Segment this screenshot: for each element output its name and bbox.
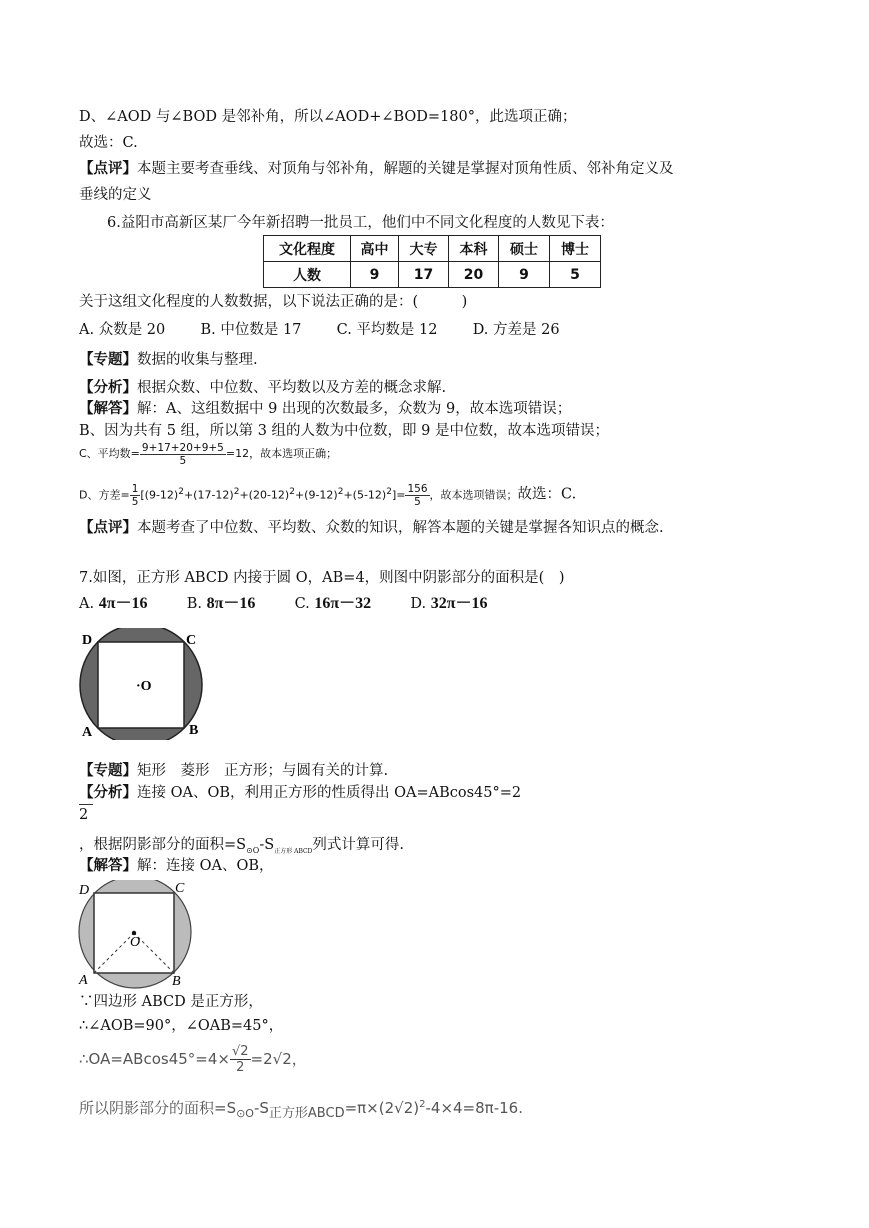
text-line: 故选：C.: [79, 135, 138, 151]
fraction-numerator: 156: [407, 483, 428, 496]
table-cell: 人数: [264, 262, 351, 288]
table-cell: 9: [351, 262, 399, 288]
label-a: A: [82, 725, 93, 740]
q7-options: [79, 594, 487, 614]
mean-fraction: [140, 442, 226, 467]
answer-text: 解：A、这组数据中 9 出现的次数最多，众数为 9，故本选项错误；: [137, 401, 572, 417]
solution-step: ∴∠AOB=90°，∠OAB=45°，: [79, 1018, 284, 1034]
label-b: B: [172, 974, 181, 989]
fraction-numerator: 1: [131, 483, 139, 496]
mean-result: =12，故本选项正确；: [225, 447, 338, 460]
step-text: 所以阴影部分的面积=S: [79, 1099, 237, 1117]
table-cell: 9: [499, 262, 550, 288]
figure-solution: [76, 880, 200, 990]
fraction-denominator: 2: [236, 1060, 245, 1075]
fraction-denominator: 5: [414, 496, 421, 509]
option-b-label: B.: [186, 596, 202, 612]
option-d: D. 方差是 26: [472, 322, 560, 338]
variance-term: [(9-12): [140, 488, 179, 502]
education-table: [263, 235, 601, 288]
table-row: [264, 262, 601, 288]
label-o: ·O: [136, 679, 152, 694]
table-cell: 硕士: [499, 236, 550, 262]
table-cell: 5: [550, 262, 601, 288]
question-prompt: 关于这组文化程度的人数数据，以下说法正确的是：( ): [79, 294, 468, 310]
text-line: D、∠AOD 与∠BOD 是邻补角，所以∠AOD+∠BOD=180°，此选项正确；: [79, 109, 577, 125]
answer-line: [79, 856, 274, 876]
option-c-value: 16π－32: [314, 595, 372, 612]
variance-conclusion: ，故本选项错误；: [429, 488, 518, 502]
analysis-text: 根据众数、中位数、平均数以及方差的概念求解.: [137, 380, 447, 396]
fraction-denominator: 5: [179, 454, 187, 467]
subscript: 正方形 ABCD: [274, 847, 313, 855]
label-a: A: [79, 973, 88, 988]
analysis-line: [79, 378, 446, 398]
table-cell: 大专: [399, 236, 449, 262]
option-d-value: 32π－16: [430, 595, 488, 612]
variance-line: [79, 478, 576, 510]
variance-term: +(5-12): [343, 488, 387, 502]
option-b-value: 8π－16: [206, 595, 256, 612]
option-b: B. 中位数是 17: [200, 322, 302, 338]
table-cell: 本科: [449, 236, 499, 262]
options-row: [79, 320, 560, 340]
variance-term: +(17-12): [183, 488, 234, 502]
option-a-value: 4π－16: [98, 595, 148, 612]
label-c: C: [186, 633, 197, 648]
fraction-denominator: 5: [131, 496, 139, 509]
comment-tag: 【点评】: [79, 519, 137, 536]
subscript: ⊙O: [246, 845, 260, 855]
exponent: 2: [289, 487, 295, 497]
analysis-tag: 【分析】: [79, 379, 137, 396]
topic-text: 数据的收集与整理.: [137, 352, 258, 368]
step-text: ∴OA=ABcos45°=4×: [79, 1050, 230, 1068]
table-cell: 17: [399, 262, 449, 288]
analysis-tag: 【分析】: [79, 784, 137, 801]
table-row: [264, 236, 601, 262]
analysis-fragment: 2: [79, 804, 93, 825]
comment-line: [79, 159, 674, 179]
topic-text: 矩形 菱形 正方形；与圆有关的计算.: [137, 763, 389, 779]
answer-text: 解：连接 OA、OB，: [137, 858, 274, 874]
answer-tag: 【解答】: [79, 400, 137, 417]
exponent: 2: [337, 487, 344, 497]
exponent: 2: [386, 487, 392, 497]
variance-term: ]=: [391, 488, 406, 502]
label-c: C: [175, 881, 185, 896]
question-7: 7.如图，正方形 ABCD 内接于圆 O，AB=4，则图中阴影部分的面积是( ): [79, 570, 565, 586]
select-c: 故选：C.: [517, 486, 577, 503]
topic-tag: 【专题】: [79, 762, 137, 779]
option-c: C. 平均数是 12: [336, 322, 438, 338]
variance-result: [405, 483, 429, 508]
answer-tag: 【解答】: [79, 857, 137, 874]
variance-term: +(9-12): [294, 488, 338, 502]
analysis-line: [79, 783, 521, 803]
analysis-text: 列式计算可得.: [312, 837, 404, 853]
table-cell: 20: [449, 262, 499, 288]
label-o: O: [130, 935, 141, 950]
variance-term: +(20-12): [239, 488, 290, 502]
comment-tag: 【点评】: [79, 160, 137, 177]
variance-coef: [130, 483, 141, 508]
subscript: ⊙O: [236, 1107, 254, 1120]
topic-line: [79, 350, 258, 370]
answer-line: B、因为共有 5 组，所以第 3 组的人数为中位数，即 9 是中位数，故本选项错误；: [79, 423, 609, 439]
fraction-numerator: √2: [231, 1044, 249, 1059]
exponent: 2: [419, 1099, 426, 1110]
mean-label: C、平均数=: [79, 447, 140, 460]
label-d: D: [82, 633, 93, 648]
analysis-text: ，根据阴影部分的面积=S: [79, 837, 247, 853]
label-b: B: [189, 723, 199, 738]
fraction-numerator: 9+17+20+9+5: [141, 441, 224, 454]
option-a: A. 众数是 20: [79, 322, 166, 338]
step-text: -4×4=8π-16.: [425, 1099, 523, 1117]
option-d-label: D.: [410, 596, 427, 612]
comment-text: 本题考查了中位数、平均数、众数的知识，解答本题的关键是掌握各知识点的概念.: [137, 520, 664, 536]
table-cell: 文化程度: [264, 236, 351, 262]
comment-text: 本题主要考查垂线、对顶角与邻补角，解题的关键是掌握对顶角性质、邻补角定义及: [137, 161, 674, 177]
label-d: D: [79, 883, 90, 898]
exponent: 2: [178, 487, 184, 497]
comment-line: [79, 518, 664, 538]
option-a-label: A.: [79, 596, 95, 612]
sqrt-fraction: [230, 1044, 251, 1075]
topic-line: [79, 761, 388, 781]
analysis-text: 连接 OA、OB，利用正方形的性质得出 OA=ABcos45°=2: [137, 785, 522, 801]
table-cell: 高中: [351, 236, 399, 262]
subscript: 正方形ABCD: [268, 1106, 345, 1121]
solution-step: [79, 1040, 307, 1078]
mean-line: [79, 440, 337, 468]
analysis-text: -S: [259, 837, 275, 853]
step-text: =π×(2√2): [344, 1099, 420, 1117]
figure-circle-square: [78, 628, 208, 740]
step-text: -S: [253, 1099, 269, 1117]
option-c-label: C.: [294, 596, 310, 612]
table-cell: 博士: [550, 236, 601, 262]
variance-label: D、方差=: [79, 488, 130, 502]
solution-step: ∵四边形 ABCD 是正方形，: [79, 994, 263, 1010]
question-6: 6.益阳市高新区某厂今年新招聘一批员工，他们中不同文化程度的人数见下表：: [107, 215, 614, 231]
step-text: =2√2，: [250, 1050, 307, 1068]
answer-line: [79, 399, 571, 419]
solution-step: [79, 1093, 523, 1126]
topic-tag: 【专题】: [79, 351, 137, 368]
exponent: 2: [233, 487, 240, 497]
text-line: 垂线的定义: [79, 187, 152, 203]
